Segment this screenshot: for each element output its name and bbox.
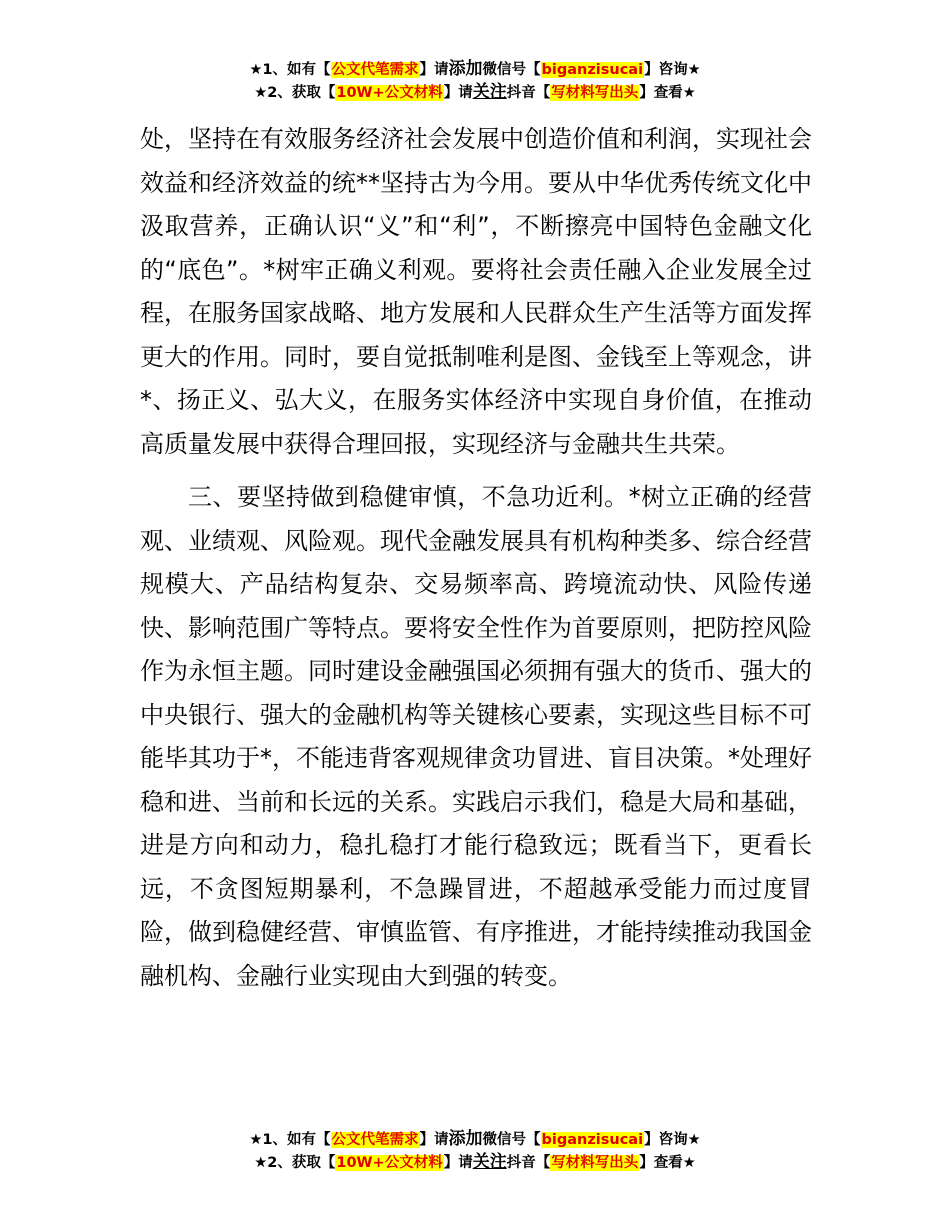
banner-emphasis: 关注: [472, 1152, 507, 1172]
highlight-douyin-account: 写材料写出头: [551, 1155, 639, 1171]
highlight-service: 公文代笔需求: [331, 62, 419, 78]
banner-text: ★2、获取【: [254, 85, 336, 101]
highlight-douyin-account: 写材料写出头: [551, 85, 639, 101]
banner-emphasis: 添加: [448, 59, 483, 79]
paragraph-1: 处，坚持在有效服务经济社会发展中创造价值和利润，实现社会效益和经济效益的统**坚持古为今用。要从中华优秀传统文化中汲取营养，正确认识“义”和“利”，不断擦亮中国特色金融文化的“底色”。*树牢正确义利观。要将社会责任融入企业发展全过程，在服务国家战略、地方发展和人民群众生产生活等方面发挥更大的作用。同时，要自觉抵制唯利是图、金钱至上等观念，讲*、扬正义、弘大义，在服务实体经济中实现自身价值，在推动高质量发展中获得合理回报，实现经济与金融共生共荣。: [140, 125, 812, 458]
banner-text: 】请: [443, 1155, 473, 1171]
banner-emphasis: 添加: [448, 1129, 483, 1149]
banner-text: 】查看★: [639, 1155, 696, 1171]
banner-line-2: [0, 1151, 950, 1174]
banner-text: ★1、如有【: [249, 62, 331, 78]
footer-banner: [0, 1128, 950, 1174]
banner-text: 微信号【: [482, 62, 541, 78]
banner-line-1: [0, 58, 950, 81]
document-body: [140, 118, 812, 998]
banner-emphasis: 关注: [472, 82, 507, 102]
highlight-materials: 10W+公文材料: [336, 1155, 443, 1171]
banner-text: 】咨询★: [644, 1132, 701, 1148]
header-banner: [0, 58, 950, 104]
banner-text: 】请: [419, 1132, 449, 1148]
banner-text: 】咨询★: [644, 62, 701, 78]
banner-text: 】查看★: [639, 85, 696, 101]
banner-text: 】请: [443, 85, 473, 101]
highlight-wechat-id: biganzisucai: [541, 1132, 644, 1148]
banner-text: 抖音【: [506, 85, 551, 101]
banner-text: 微信号【: [482, 1132, 541, 1148]
highlight-wechat-id: biganzisucai: [541, 62, 644, 78]
highlight-service: 公文代笔需求: [331, 1132, 419, 1148]
highlight-materials: 10W+公文材料: [336, 85, 443, 101]
paragraph-2: 三、要坚持做到稳健审慎，不急功近利。*树立正确的经营观、业绩观、风险观。现代金融发展具有机构种类多、综合经营规模大、产品结构复杂、交易频率高、跨境流动快、风险传递快、影响范围广等特点。要将安全性作为首要原则，把防控风险作为永恒主题。同时建设金融强国必须拥有强大的货币、强大的中央银行、强大的金融机构等关键核心要素，实现这些目标不可能毕其功于*，不能违背客观规律贪功冒进、盲目决策。*处理好稳和进、当前和长远的关系。实践启示我们，稳是大局和基础，进是方向和动力，稳扎稳打才能行稳致远；既看当下，更看长远，不贪图短期暴利，不急躁冒进，不超越承受能力而过度冒险，做到稳健经营、审慎监管、有序推进，才能持续推动我国金融机构、金融行业实现由大到强的转变。: [140, 483, 812, 990]
banner-text: ★1、如有【: [249, 1132, 331, 1148]
banner-text: ★2、获取【: [254, 1155, 336, 1171]
banner-line-1: [0, 1128, 950, 1151]
banner-line-2: [0, 81, 950, 104]
banner-text: 】请: [419, 62, 449, 78]
banner-text: 抖音【: [506, 1155, 551, 1171]
